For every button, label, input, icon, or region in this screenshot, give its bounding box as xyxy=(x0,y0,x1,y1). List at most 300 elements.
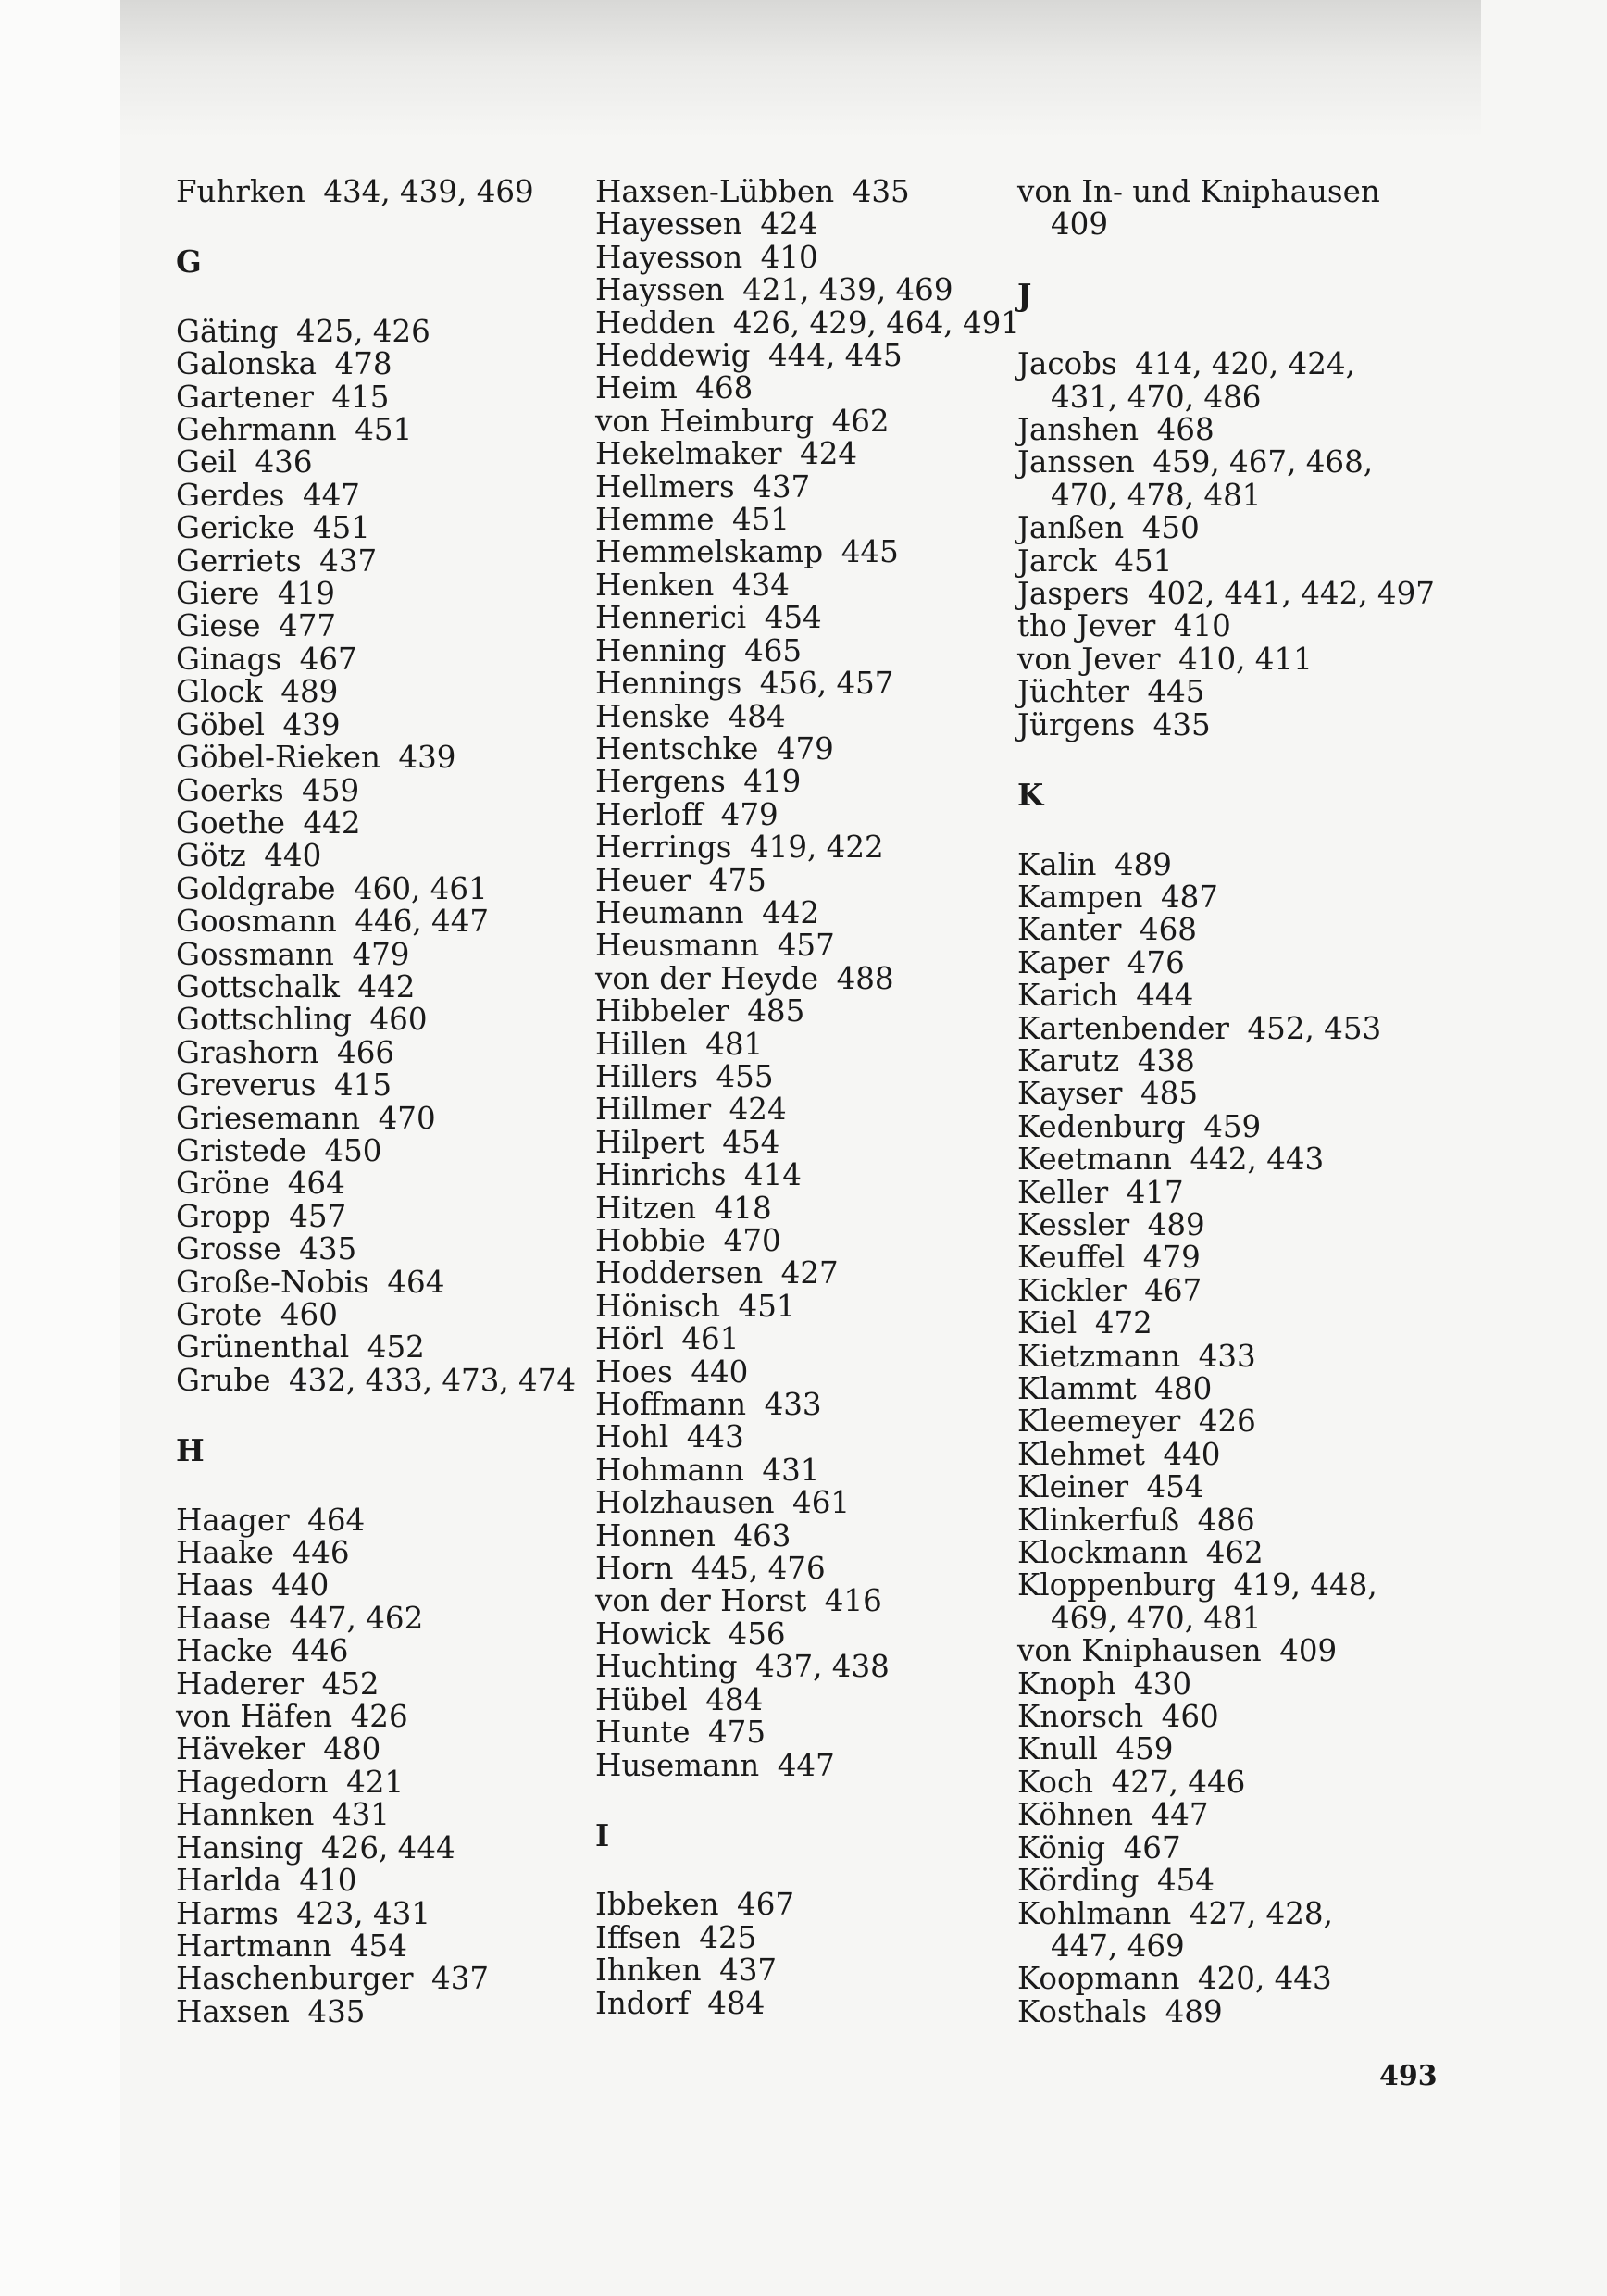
entry-pages: 444, 445 xyxy=(767,338,903,374)
entry-pages: 485 xyxy=(747,993,805,1029)
entry-pages: 426, 444 xyxy=(320,1829,455,1866)
entry-name: Hitzen xyxy=(595,1190,697,1226)
entry-name: Hemme xyxy=(595,502,715,538)
entry-pages: 461 xyxy=(792,1485,851,1521)
entry-pages: 487 xyxy=(1160,879,1218,915)
entry-pages: 426 xyxy=(350,1699,408,1735)
entry-name: Kessler xyxy=(1017,1206,1130,1242)
index-entry xyxy=(595,1257,1030,1290)
entry-pages: 457 xyxy=(289,1198,347,1234)
index-entry xyxy=(595,340,1030,372)
index-entry xyxy=(176,414,611,446)
index-entry xyxy=(1017,1174,1452,1210)
entry-name: Gottschalk xyxy=(176,968,340,1004)
entry-name: Hartmann xyxy=(176,1928,332,1964)
index-entry xyxy=(1017,1865,1452,1897)
entry-name: Gehrmann xyxy=(176,412,337,448)
entry-pages: 464 xyxy=(287,1166,345,1202)
entry-pages: 486 xyxy=(1197,1502,1255,1538)
entry-name: Hörl xyxy=(595,1321,664,1357)
entry-pages: 409 xyxy=(1051,206,1109,243)
entry-pages: 421 xyxy=(346,1764,405,1800)
index-entry-continuation xyxy=(1017,381,1452,414)
entry-name: Gossmann xyxy=(176,936,334,972)
entry-pages: 467 xyxy=(299,641,357,677)
entry-pages: 436 xyxy=(255,444,313,480)
entry-name: von In- und Kniphausen xyxy=(1017,174,1380,209)
entry-name: Gristede xyxy=(176,1132,306,1168)
index-entry xyxy=(176,1069,611,1102)
entry-pages: 454 xyxy=(1146,1469,1204,1505)
entry-name: Hennings xyxy=(595,666,742,702)
entry-pages: 414 xyxy=(743,1157,802,1193)
index-entry xyxy=(1017,1272,1452,1308)
entry-name: Kiel xyxy=(1017,1305,1078,1341)
entry-pages: 447, 462 xyxy=(289,1600,424,1636)
entry-name: Hunte xyxy=(595,1715,691,1751)
entry-name: Harms xyxy=(176,1895,279,1931)
entry-pages: 445 xyxy=(841,534,899,570)
entry-pages: 433 xyxy=(1198,1338,1256,1374)
entry-pages: 454 xyxy=(1156,1863,1215,1899)
entry-name: Galonska xyxy=(176,346,317,382)
entry-pages: 459 xyxy=(302,772,360,808)
index-entry xyxy=(176,936,611,972)
index-entry xyxy=(176,1668,611,1701)
index-entry xyxy=(176,446,611,479)
entry-name: Keller xyxy=(1017,1174,1109,1210)
entry-pages: 479 xyxy=(352,936,410,972)
entry-pages: 452 xyxy=(321,1666,380,1702)
entry-pages: 472 xyxy=(1094,1305,1152,1341)
entry-name: Hoddersen xyxy=(595,1255,764,1292)
index-entry xyxy=(1017,1010,1452,1046)
entry-name: Jacobs xyxy=(1017,346,1117,382)
index-entry xyxy=(595,1889,1030,1921)
entry-name: Heuer xyxy=(595,862,691,898)
entry-pages: 442, 443 xyxy=(1190,1142,1325,1178)
entry-pages: 456 xyxy=(728,1616,786,1652)
index-entry xyxy=(176,1701,611,1733)
section-letter: K xyxy=(1017,777,1044,814)
entry-name: Gartener xyxy=(176,379,314,415)
entry-pages: 410 xyxy=(760,239,818,275)
entry-pages: 447 xyxy=(302,477,360,513)
entry-pages: 439 xyxy=(398,740,456,776)
entry-pages: 419, 422 xyxy=(749,830,884,866)
index-entry xyxy=(595,1421,1030,1454)
entry-pages: 431 xyxy=(331,1797,390,1833)
entry-name: Haas xyxy=(176,1567,254,1603)
entry-name: Jürgens xyxy=(1017,706,1136,742)
entry-pages: 431 xyxy=(762,1452,820,1488)
entry-pages: 419 xyxy=(277,576,335,612)
entry-pages: 418 xyxy=(714,1190,772,1226)
index-entry xyxy=(176,1100,611,1136)
entry-name: Henske xyxy=(595,698,711,734)
entry-name: Große-Nobis xyxy=(176,1264,369,1300)
entry-pages: 410 xyxy=(1173,608,1231,644)
index-entry xyxy=(176,578,611,610)
entry-pages: 431, 470, 486 xyxy=(1051,379,1262,415)
index-entry xyxy=(595,1919,1030,1955)
entry-name: Hannken xyxy=(176,1797,315,1833)
index-column-1 xyxy=(176,176,611,2028)
index-entry xyxy=(176,807,611,840)
entry-name: Gerdes xyxy=(176,477,285,513)
entry-pages: 489 xyxy=(280,674,339,710)
index-entry xyxy=(595,504,1030,536)
entry-pages: 476 xyxy=(1127,944,1185,980)
index-entry xyxy=(176,676,611,708)
entry-pages: 434 xyxy=(731,567,790,603)
index-entry xyxy=(595,1651,1030,1683)
index-entry xyxy=(1017,414,1452,446)
entry-pages: 424 xyxy=(800,436,858,472)
index-entry xyxy=(176,1198,611,1234)
index-entry xyxy=(595,1954,1030,1987)
entry-pages: 439 xyxy=(282,706,341,742)
index-entry xyxy=(176,1362,611,1398)
index-entry xyxy=(176,381,611,414)
index-entry xyxy=(1017,1078,1452,1110)
entry-name: Henken xyxy=(595,567,715,603)
entry-name: Jarck xyxy=(1017,543,1097,579)
entry-name: Haschenburger xyxy=(176,1961,414,1997)
index-entry xyxy=(1017,578,1452,610)
entry-pages: 444 xyxy=(1136,978,1194,1014)
entry-name: Ibbeken xyxy=(595,1887,719,1923)
index-entry xyxy=(176,313,611,349)
entry-name: Goethe xyxy=(176,805,285,841)
entry-name: Harlda xyxy=(176,1863,281,1899)
index-entry xyxy=(176,1331,611,1364)
index-entry xyxy=(176,968,611,1004)
index-entry xyxy=(595,239,1030,275)
index-entry xyxy=(1017,980,1452,1012)
entry-name: Grote xyxy=(176,1297,263,1332)
entry-pages: 457 xyxy=(777,928,835,964)
index-entry xyxy=(595,536,1030,568)
entry-name: Geil xyxy=(176,444,237,480)
index-entry-continuation xyxy=(1017,1930,1452,1963)
entry-pages: 437, 438 xyxy=(755,1649,890,1685)
entry-pages: 447, 469 xyxy=(1051,1928,1185,1964)
index-entry xyxy=(595,438,1030,470)
entry-pages: 437 xyxy=(319,543,378,579)
entry-name: Haderer xyxy=(176,1666,305,1702)
index-entry xyxy=(595,862,1030,898)
entry-pages: 460 xyxy=(280,1297,338,1332)
index-entry xyxy=(595,208,1030,241)
page-number: 493 xyxy=(1379,2060,1438,2092)
index-entry xyxy=(1017,348,1452,381)
entry-pages: 454 xyxy=(722,1124,780,1160)
entry-pages: 450 xyxy=(324,1132,382,1168)
section-letter: H xyxy=(176,1432,205,1469)
entry-pages: 479 xyxy=(776,730,834,767)
entry-name: Hoes xyxy=(595,1354,673,1390)
index-entry xyxy=(595,468,1030,505)
index-entry xyxy=(595,1356,1030,1389)
index-entry xyxy=(595,1225,1030,1257)
entry-name: Hayssen xyxy=(595,272,725,308)
index-entry xyxy=(176,1569,611,1602)
index-entry xyxy=(176,772,611,808)
index-entry xyxy=(176,840,611,872)
entry-name: Gropp xyxy=(176,1198,271,1234)
entry-name: von Heimburg xyxy=(595,403,815,439)
entry-name: Hilpert xyxy=(595,1124,704,1160)
entry-name: Kampen xyxy=(1017,879,1143,915)
entry-name: Holzhausen xyxy=(595,1485,775,1521)
index-entry xyxy=(176,1233,611,1266)
entry-pages: 447 xyxy=(1151,1797,1209,1833)
entry-pages: 479 xyxy=(720,796,779,832)
entry-name: Kanter xyxy=(1017,912,1122,948)
index-entry xyxy=(1017,545,1452,578)
entry-name: Janshen xyxy=(1017,412,1140,448)
index-entry xyxy=(1017,1733,1452,1766)
entry-pages: 410 xyxy=(299,1863,357,1899)
index-entry xyxy=(176,1799,611,1831)
entry-name: Götz xyxy=(176,838,246,874)
entry-name: Karutz xyxy=(1017,1042,1120,1079)
entry-pages: 460 xyxy=(369,1002,428,1038)
entry-pages: 466 xyxy=(337,1034,395,1070)
entry-pages: 446, 447 xyxy=(355,904,490,940)
entry-pages: 484 xyxy=(705,1681,764,1717)
index-entry xyxy=(176,870,611,906)
entry-name: Hennerici xyxy=(595,600,747,636)
entry-name: Giese xyxy=(176,608,261,644)
entry-name: Klockmann xyxy=(1017,1535,1189,1571)
entry-pages: 468 xyxy=(1139,912,1197,948)
entry-name: Herrings xyxy=(595,830,732,866)
entry-pages: 442 xyxy=(357,968,416,1004)
index-entry xyxy=(1017,914,1452,946)
entry-name: Klehmet xyxy=(1017,1436,1145,1472)
index-entry xyxy=(595,1159,1030,1192)
entry-pages: 445, 476 xyxy=(691,1551,826,1587)
index-entry xyxy=(1017,610,1452,643)
entry-name: Hönisch xyxy=(595,1288,721,1324)
index-entry xyxy=(595,1585,1030,1617)
entry-pages: 442 xyxy=(303,805,361,841)
entry-pages: 430 xyxy=(1134,1666,1192,1702)
entry-name: Hansing xyxy=(176,1829,304,1866)
index-entry xyxy=(1017,1701,1452,1733)
entry-pages: 433 xyxy=(764,1387,822,1423)
index-entry xyxy=(1017,1108,1452,1144)
entry-pages: 467 xyxy=(737,1887,795,1923)
entry-pages: 442 xyxy=(762,894,820,930)
entry-name: Indorf xyxy=(595,1985,690,2021)
entry-pages: 443 xyxy=(686,1419,744,1455)
entry-pages: 447 xyxy=(777,1747,835,1783)
index-entry xyxy=(1017,1042,1452,1079)
index-entry xyxy=(595,1093,1030,1126)
entry-name: Haxsen-Lübben xyxy=(595,174,835,209)
entry-name: Knoph xyxy=(1017,1666,1116,1702)
entry-pages: 451 xyxy=(738,1288,796,1324)
index-entry xyxy=(595,1124,1030,1160)
entry-name: Haxsen xyxy=(176,1993,290,2029)
entry-pages: 468 xyxy=(695,370,754,406)
entry-pages: 446 xyxy=(291,1633,349,1669)
index-entry xyxy=(176,1537,611,1569)
entry-pages: 425 xyxy=(699,1919,757,1955)
entry-pages: 419, 448, xyxy=(1233,1567,1377,1603)
entry-pages: 467 xyxy=(1144,1272,1202,1308)
entry-name: Husemann xyxy=(595,1747,760,1783)
index-entry xyxy=(176,905,611,938)
index-entry xyxy=(1017,944,1452,980)
index-entry xyxy=(1017,1206,1452,1242)
index-entry xyxy=(1017,1829,1452,1866)
entry-name: Jaspers xyxy=(1017,576,1130,612)
entry-pages: 451 xyxy=(312,510,370,546)
entry-pages: 477 xyxy=(279,608,337,644)
entry-name: Glock xyxy=(176,674,263,710)
entry-pages: 415 xyxy=(331,379,390,415)
index-entry xyxy=(595,176,1030,208)
index-entry xyxy=(176,512,611,544)
entry-name: Kaper xyxy=(1017,944,1110,980)
entry-name: Heusmann xyxy=(595,928,760,964)
index-entry xyxy=(176,1993,611,2029)
section-letter: J xyxy=(1017,276,1032,313)
entry-name: Kietzmann xyxy=(1017,1338,1181,1374)
entry-pages: 432, 433, 473, 474 xyxy=(288,1362,577,1398)
entry-name: von der Heyde xyxy=(595,960,819,996)
index-entry xyxy=(1017,846,1452,882)
entry-name: von Jever xyxy=(1017,641,1161,677)
entry-pages: 459, 467, 468, xyxy=(1152,444,1374,480)
entry-name: Grube xyxy=(176,1362,271,1398)
index-entry xyxy=(595,274,1030,306)
entry-name: Janßen xyxy=(1017,510,1125,546)
entry-name: Jüchter xyxy=(1017,674,1129,710)
entry-pages: 451 xyxy=(355,412,413,448)
index-entry xyxy=(1017,881,1452,914)
entry-pages: 419 xyxy=(743,764,802,800)
index-entry xyxy=(176,1299,611,1331)
index-entry xyxy=(1017,1668,1452,1701)
entry-pages: 454 xyxy=(349,1928,407,1964)
index-entry xyxy=(176,643,611,676)
index-entry-continuation xyxy=(1017,1600,1452,1636)
index-entry xyxy=(1017,446,1452,479)
entry-name: Körding xyxy=(1017,1863,1140,1899)
entry-name: Klammt xyxy=(1017,1371,1137,1406)
index-entry xyxy=(1017,706,1452,742)
index-entry xyxy=(176,1733,611,1766)
entry-name: Hagedorn xyxy=(176,1764,329,1800)
entry-name: von der Horst xyxy=(595,1583,807,1619)
entry-name: Goldgrabe xyxy=(176,870,336,906)
entry-pages: 460, 461 xyxy=(353,870,488,906)
entry-name: Iffsen xyxy=(595,1919,681,1955)
entry-name: Koopmann xyxy=(1017,1961,1180,1997)
entry-pages: 445 xyxy=(1147,674,1205,710)
entry-name: Gottschling xyxy=(176,1002,352,1038)
index-entry-continuation xyxy=(1017,477,1452,513)
entry-name: Karich xyxy=(1017,978,1118,1014)
entry-name: Knull xyxy=(1017,1731,1098,1767)
entry-pages: 452 xyxy=(367,1329,425,1366)
index-entry xyxy=(1017,1895,1452,1931)
index-entry xyxy=(595,1454,1030,1487)
index-entry xyxy=(595,1058,1030,1094)
entry-name: Goerks xyxy=(176,772,284,808)
entry-pages: 475 xyxy=(708,1715,766,1751)
index-entry xyxy=(176,610,611,643)
entry-name: Grosse xyxy=(176,1231,281,1267)
index-entry xyxy=(595,960,1030,996)
index-entry xyxy=(176,706,611,742)
entry-name: Keuffel xyxy=(1017,1240,1126,1276)
index-entry xyxy=(595,569,1030,602)
entry-name: Haake xyxy=(176,1535,275,1571)
entry-pages: 446 xyxy=(292,1535,350,1571)
index-entry xyxy=(176,1963,611,1995)
scan-shadow xyxy=(120,0,1481,139)
entry-name: Klinkerfuß xyxy=(1017,1502,1180,1538)
entry-pages: 409 xyxy=(1279,1633,1338,1669)
entry-pages: 414, 420, 424, xyxy=(1135,346,1355,382)
entry-pages: 470 xyxy=(378,1100,436,1136)
entry-name: Giere xyxy=(176,576,260,612)
index-entry xyxy=(1017,1373,1452,1405)
entry-pages: 455 xyxy=(716,1058,774,1094)
entry-name: Hekelmaker xyxy=(595,436,782,472)
entry-name: Kayser xyxy=(1017,1076,1123,1112)
index-entry xyxy=(1017,512,1452,544)
entry-name: Hohmann xyxy=(595,1452,744,1488)
index-entry xyxy=(176,1600,611,1636)
index-entry xyxy=(176,348,611,381)
index-entry xyxy=(595,1716,1030,1749)
entry-pages: 484 xyxy=(728,698,786,734)
entry-name: Goosmann xyxy=(176,904,337,940)
index-entry xyxy=(595,1618,1030,1651)
entry-name: Horn xyxy=(595,1551,674,1587)
index-entry xyxy=(1017,1993,1452,2029)
entry-name: Häveker xyxy=(176,1731,305,1767)
entry-pages: 415 xyxy=(333,1067,392,1104)
index-entry xyxy=(595,1026,1030,1062)
entry-name: Hübel xyxy=(595,1681,688,1717)
entry-name: Hemmelskamp xyxy=(595,534,824,570)
entry-pages: 420, 443 xyxy=(1197,1961,1332,1997)
entry-name: Haager xyxy=(176,1502,290,1538)
index-entry xyxy=(1017,1799,1452,1831)
entry-name: Gerriets xyxy=(176,543,302,579)
entry-pages: 438 xyxy=(1137,1042,1195,1079)
entry-pages: 488 xyxy=(836,960,894,996)
entry-pages: 426 xyxy=(1198,1404,1256,1440)
entry-pages: 480 xyxy=(323,1731,381,1767)
entry-pages: 459 xyxy=(1203,1108,1262,1144)
entry-name: Herloff xyxy=(595,796,704,832)
entry-pages: 468 xyxy=(1156,412,1215,448)
index-entry xyxy=(176,1167,611,1200)
entry-name: Heim xyxy=(595,370,678,406)
index-entry xyxy=(1017,1766,1452,1799)
index-entry xyxy=(176,1895,611,1931)
entry-name: Hillmer xyxy=(595,1092,712,1128)
